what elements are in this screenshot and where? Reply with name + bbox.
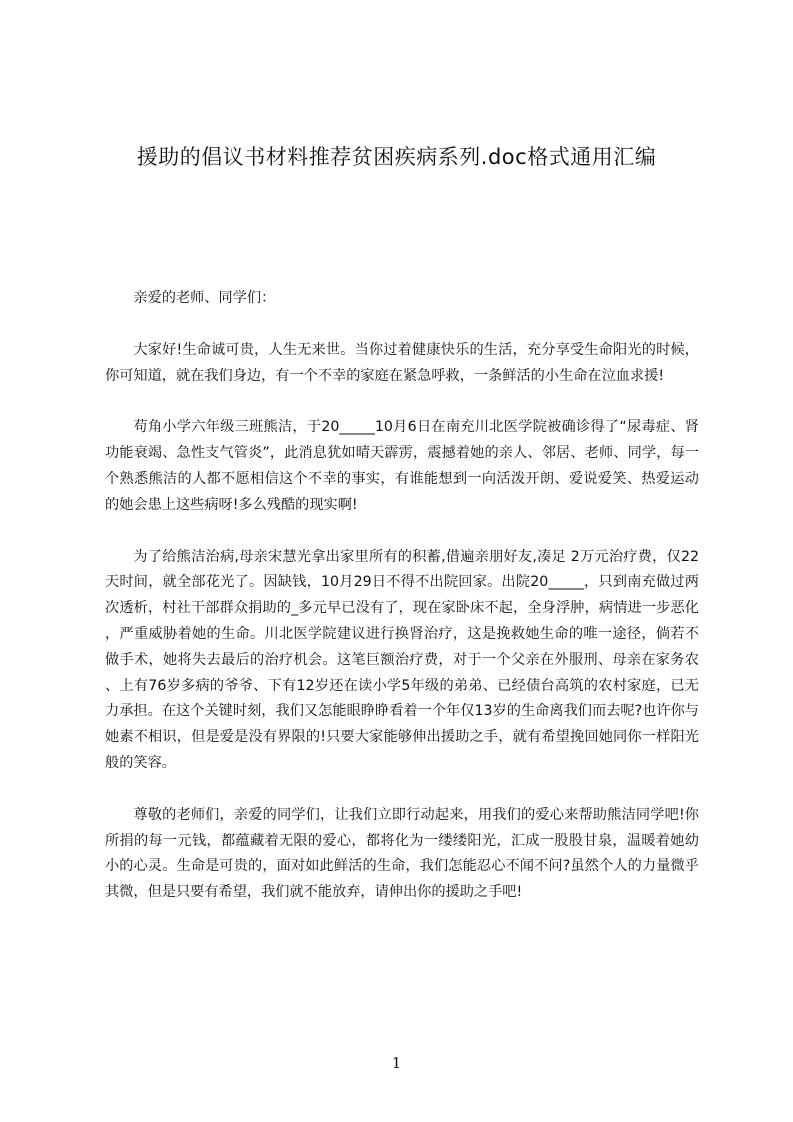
paragraph-diagnosis: 苟角小学六年级三班熊洁，于20_____10月6日在南充川北医学院被确诊得了“尿毒症、肾功能衰竭、急性支气管炎”，此消息犹如晴天霹雳，震撼着她的亲人、邻居、老师、同学，每一个熟悉熊洁的人都不愿相信这个不幸的事实，有谁能想到一向活泼开朗、爱说爱笑、热爱运动的她会患上这些病呀!多么残酷的现实啊! [105, 419, 699, 513]
page-number: 1 [391, 1054, 402, 1072]
paragraph-greeting: 大家好!生命诚可贵，人生无来世。当你过着健康快乐的生活，充分享受生命阳光的时候，你可知道，就在我们身边，有一个不幸的家庭在紧急呼救，一条鲜活的小生命在泣血求援! [105, 341, 699, 384]
document-body [105, 286, 699, 932]
salutation: 亲爱的老师、同学们： [133, 290, 276, 306]
paragraph-treatment: 为了给熊洁治病,母亲宋慧光拿出家里所有的积蓄,借遍亲朋好友,凑足 2万元治疗费，仅22天时间，就全部花光了。因缺钱，10月29日不得不出院回家。出院20_____，只到南充做过两次透析，村社干部群众捐助的_多元早已没有了，现在家卧床不起，全身浮肿，病情进一步恶化，严重威胁着她的生命。川北医学院建议进行换肾治疗，这是挽救她生命的唯一途径，倘若不做手术，她将失去最后的治疗机会。这笔巨额治疗费，对于一个父亲在外服刑、母亲在家务农、上有76岁多病的爷爷、下有12岁还在读小学5年级的弟弟、已经债台高筑的农村家庭，已无力承担。在这个关键时刻，我们又怎能眼睁睁看着一个年仅13岁的生命离我们而去呢?也许你与她素不相识，但是爱是没有界限的!只要大家能够伸出援助之手，就有希望挽回她同你一样阳光般的笑容。 [105, 548, 699, 771]
document-title: 援助的倡议书材料推荐贫困疾病系列.doc格式通用汇编 [136, 145, 657, 169]
paragraph-appeal: 尊敬的老师们，亲爱的同学们，让我们立即行动起来，用我们的爱心来帮助熊洁同学吧!你所捐的每一元钱，都蕴藏着无限的爱心，都将化为一缕缕阳光，汇成一股股甘泉，温暖着她幼小的心灵。生命是可贵的，面对如此鲜活的生命，我们怎能忍心不闻不问?虽然个人的力量微乎其微，但是只要有希望，我们就不能放弃，请伸出你的援助之手吧! [105, 806, 699, 901]
